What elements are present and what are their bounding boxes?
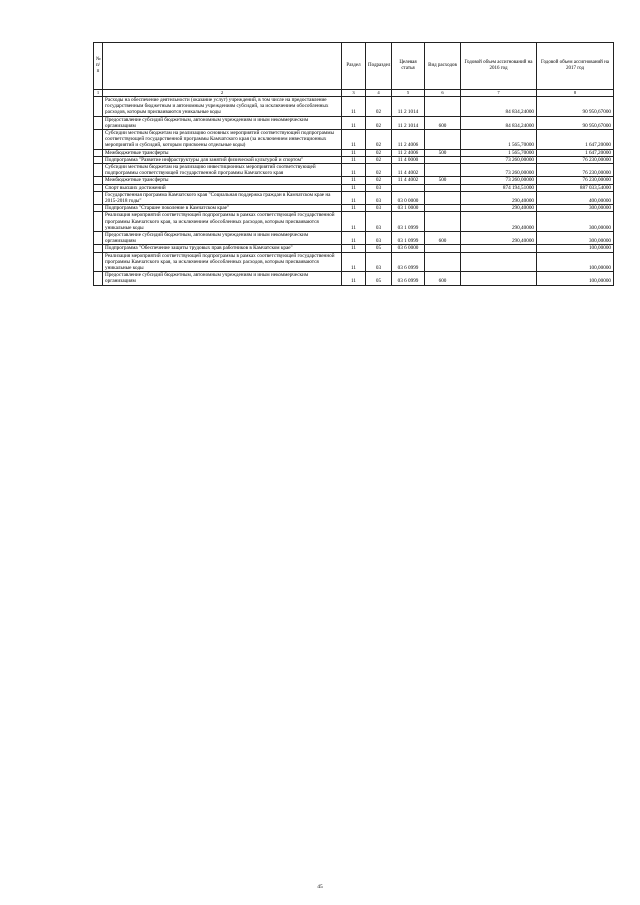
num-cell (94, 245, 103, 252)
num-cell (94, 232, 103, 245)
table-row (94, 130, 614, 150)
stat-cell: 03 6 0000 (392, 245, 425, 252)
num-cell (94, 252, 103, 272)
razdel-cell: 11 (342, 156, 366, 163)
table-row (94, 212, 614, 232)
stat-cell: 03 1 0999 (392, 212, 425, 232)
amount-2017-cell: 76 230,00000 (537, 164, 614, 177)
name-cell: Межбюджетные трансферты (103, 177, 342, 184)
amount-2017-cell: 300,00000 (537, 205, 614, 212)
amount-2016-cell: 290,40000 (461, 212, 537, 232)
razdel-cell: 11 (342, 97, 366, 117)
amount-2017-cell: 400,00000 (537, 191, 614, 204)
amount-2017-cell: 90 950,67000 (537, 116, 614, 129)
amount-2017-cell: 100,00000 (537, 272, 614, 285)
vid-cell (425, 164, 461, 177)
table-row (94, 245, 614, 252)
amount-2016-cell: 84 834,24000 (461, 97, 537, 117)
podrazdel-cell: 02 (366, 149, 392, 156)
num-cell (94, 130, 103, 150)
stat-cell: 03 6 0999 (392, 252, 425, 272)
vid-cell (425, 245, 461, 252)
podrazdel-cell: 03 (366, 191, 392, 204)
amount-2017-cell: 76 230,00000 (537, 156, 614, 163)
num-cell (94, 164, 103, 177)
vid-cell: 600 (425, 272, 461, 285)
colnum-4: 4 (366, 90, 392, 97)
name-cell: Подпрограмма "Обеспечение защиты трудовых прав работников в Камчатском крае" (103, 245, 342, 252)
header-num: № п/п (94, 43, 103, 90)
amount-2017-cell: 90 950,67000 (537, 97, 614, 117)
stat-cell: 03 1 0000 (392, 205, 425, 212)
vid-cell: 600 (425, 232, 461, 245)
amount-2016-cell: 874 194,51000 (461, 184, 537, 191)
razdel-cell: 11 (342, 252, 366, 272)
num-cell (94, 212, 103, 232)
name-cell: Реализация мероприятий соответствующей подпрограммы в рамках соответствующей государственной программы Камчатского края, за исключением обособленных расходов, которым присваиваются уникальные коды (103, 252, 342, 272)
vid-cell (425, 130, 461, 150)
table-row (94, 205, 614, 212)
table-row (94, 184, 614, 191)
vid-cell: 500 (425, 149, 461, 156)
amount-2016-cell: 73 260,00000 (461, 177, 537, 184)
stat-cell: 03 0 0000 (392, 191, 425, 204)
podrazdel-cell: 03 (366, 252, 392, 272)
amount-2016-cell (461, 272, 537, 285)
amount-2016-cell: 1 565,70000 (461, 149, 537, 156)
razdel-cell: 11 (342, 212, 366, 232)
name-cell: Подпрограмма "Старшее поколение в Камчатском крае" (103, 205, 342, 212)
vid-cell (425, 205, 461, 212)
table-row (94, 232, 614, 245)
table-row (94, 252, 614, 272)
header-podrazdel: Подраздел (366, 43, 392, 90)
num-cell (94, 116, 103, 129)
num-cell (94, 149, 103, 156)
name-cell: Предоставление субсидий бюджетным, автономным учреждениям и иным некоммерческим организациям (103, 116, 342, 129)
table-row (94, 164, 614, 177)
podrazdel-cell: 02 (366, 156, 392, 163)
header-vid: Вид расходов (425, 43, 461, 90)
header-stat: Целевая статья (392, 43, 425, 90)
vid-cell (425, 156, 461, 163)
vid-cell: 500 (425, 177, 461, 184)
vid-cell (425, 252, 461, 272)
amount-2017-cell: 887 033,54000 (537, 184, 614, 191)
vid-cell: 600 (425, 116, 461, 129)
table-row (94, 149, 614, 156)
podrazdel-cell: 03 (366, 232, 392, 245)
amount-2016-cell: 290,40000 (461, 205, 537, 212)
colnum-3: 3 (342, 90, 366, 97)
colnum-2: 2 (103, 90, 342, 97)
table-row (94, 116, 614, 129)
stat-cell: 03 6 0999 (392, 272, 425, 285)
amount-2017-cell: 100,00000 (537, 245, 614, 252)
razdel-cell: 11 (342, 205, 366, 212)
podrazdel-cell: 02 (366, 177, 392, 184)
podrazdel-cell: 02 (366, 130, 392, 150)
razdel-cell: 11 (342, 232, 366, 245)
amount-2017-cell: 1 647,20000 (537, 130, 614, 150)
stat-cell: 11 4 4002 (392, 164, 425, 177)
vid-cell (425, 184, 461, 191)
stat-cell: 11 2 1014 (392, 116, 425, 129)
num-cell (94, 97, 103, 117)
table-row (94, 97, 614, 117)
amount-2016-cell: 290,40000 (461, 191, 537, 204)
amount-2017-cell: 300,00000 (537, 232, 614, 245)
table-row (94, 272, 614, 285)
podrazdel-cell: 02 (366, 116, 392, 129)
stat-cell: 11 4 4002 (392, 177, 425, 184)
razdel-cell: 11 (342, 272, 366, 285)
razdel-cell: 11 (342, 149, 366, 156)
razdel-cell: 11 (342, 184, 366, 191)
stat-cell: 11 2 4006 (392, 130, 425, 150)
amount-2016-cell: 1 565,70000 (461, 130, 537, 150)
razdel-cell: 11 (342, 191, 366, 204)
name-cell: Субсидии местным бюджетам на реализацию основных мероприятий соответствующей подпрограммы соответствующей государственной программы Камчатского края (за исключением инвестиционных мероприятий и субсидий, которым присвоены отдельные коды) (103, 130, 342, 150)
page-number: 45 (317, 884, 323, 890)
num-cell (94, 184, 103, 191)
amount-2016-cell: 73 260,00000 (461, 164, 537, 177)
name-cell: Подпрограмма "Развитие инфраструктуры для занятий физической культурой и спортом" (103, 156, 342, 163)
num-cell (94, 191, 103, 204)
num-cell (94, 205, 103, 212)
podrazdel-cell: 03 (366, 184, 392, 191)
podrazdel-cell: 02 (366, 97, 392, 117)
table-row (94, 177, 614, 184)
amount-2017-cell: 300,00000 (537, 212, 614, 232)
stat-cell: 11 4 0000 (392, 156, 425, 163)
name-cell: Государственная программа Камчатского края "Социальная поддержка граждан в Камчатском крае на 2015-2018 годы" (103, 191, 342, 204)
num-cell (94, 177, 103, 184)
razdel-cell: 11 (342, 116, 366, 129)
name-cell: Реализация мероприятий соответствующей подпрограммы в рамках соответствующей государственной программы Камчатского края, за исключением обособленных расходов, которым присваиваются уникальные коды (103, 212, 342, 232)
name-cell: Межбюджетные трансферты (103, 149, 342, 156)
colnum-6: 6 (425, 90, 461, 97)
amount-2016-cell: 84 834,24000 (461, 116, 537, 129)
name-cell: Предоставление субсидий бюджетным, автономным учреждениям и иным некоммерческим организациям (103, 272, 342, 285)
amount-2016-cell (461, 252, 537, 272)
budget-table-sheet (93, 42, 613, 286)
stat-cell: 03 1 0999 (392, 232, 425, 245)
podrazdel-cell: 05 (366, 272, 392, 285)
colnum-7: 7 (461, 90, 537, 97)
name-cell: Предоставление субсидий бюджетным, автономным учреждениям и иным некоммерческим организациям (103, 232, 342, 245)
podrazdel-cell: 03 (366, 212, 392, 232)
stat-cell (392, 184, 425, 191)
num-cell (94, 156, 103, 163)
num-cell (94, 272, 103, 285)
vid-cell (425, 97, 461, 117)
vid-cell (425, 212, 461, 232)
amount-2017-cell: 100,00000 (537, 252, 614, 272)
razdel-cell: 11 (342, 130, 366, 150)
amount-2017-cell: 1 647,20000 (537, 149, 614, 156)
header-2017: Годовой объем ассигнований на 2017 год (537, 43, 614, 90)
stat-cell: 11 2 1014 (392, 97, 425, 117)
colnum-5: 5 (392, 90, 425, 97)
table-row (94, 191, 614, 204)
name-cell: Спорт высших достижений (103, 184, 342, 191)
header-2016: Годовой объем ассигнований на 2016 год (461, 43, 537, 90)
name-cell: Расходы на обеспечение деятельности (оказание услуг) учреждений, в том числе на предоставление государственным бюджетным и автономным учреждениям субсидий, за исключением обособленных расходов, которым присваиваются уникальные коды (103, 97, 342, 117)
podrazdel-cell: 05 (366, 245, 392, 252)
podrazdel-cell: 03 (366, 205, 392, 212)
vid-cell (425, 191, 461, 204)
razdel-cell: 11 (342, 164, 366, 177)
header-razdel: Раздел (342, 43, 366, 90)
header-name (103, 43, 342, 90)
podrazdel-cell: 02 (366, 164, 392, 177)
table-row (94, 156, 614, 163)
amount-2017-cell: 76 230,00000 (537, 177, 614, 184)
razdel-cell: 11 (342, 245, 366, 252)
amount-2016-cell (461, 245, 537, 252)
amount-2016-cell: 290,40000 (461, 232, 537, 245)
table-header-row (94, 43, 614, 90)
amount-2016-cell: 73 260,00000 (461, 156, 537, 163)
name-cell: Субсидии местным бюджетам на реализацию инвестиционных мероприятий соответствующей подпрограммы соответствующей государственной программы Камчатского края (103, 164, 342, 177)
stat-cell: 11 2 4006 (392, 149, 425, 156)
colnum-1: 1 (94, 90, 103, 97)
budget-table (93, 42, 614, 286)
razdel-cell: 11 (342, 177, 366, 184)
column-number-row (94, 90, 614, 97)
colnum-8: 8 (537, 90, 614, 97)
